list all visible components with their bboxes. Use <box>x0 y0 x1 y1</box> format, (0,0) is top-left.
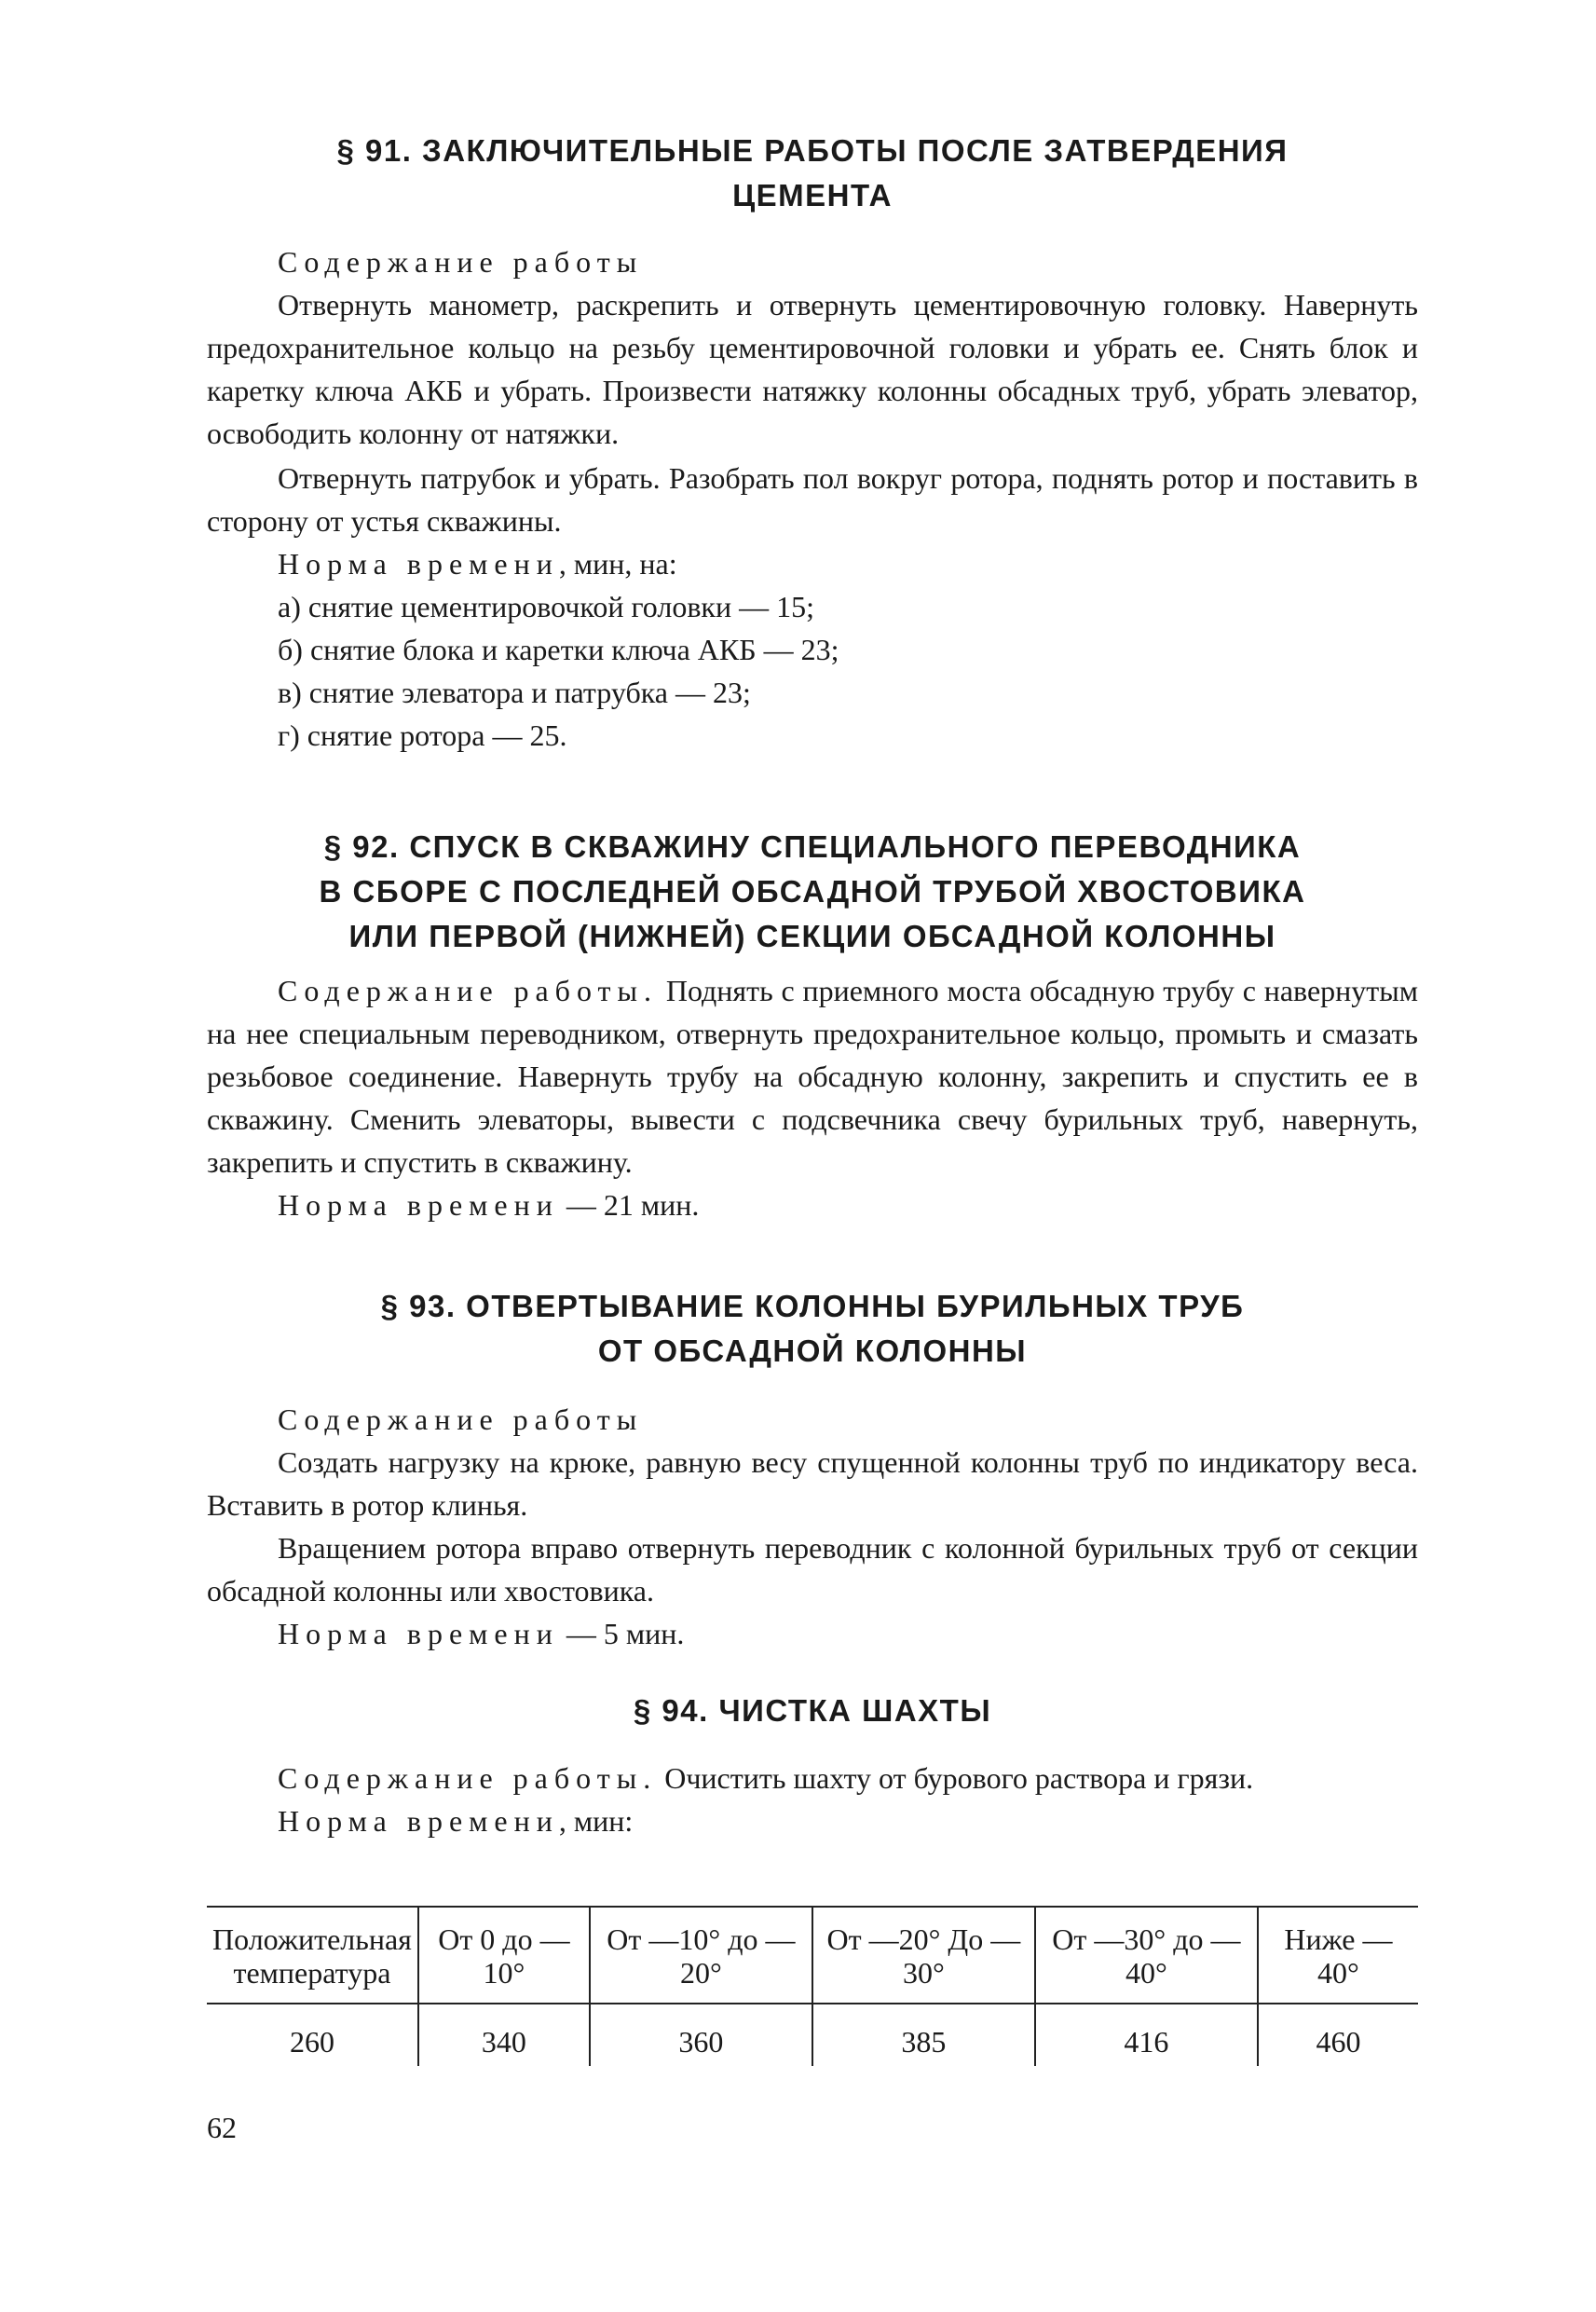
section-91-content-label: Содержание работы <box>278 245 644 279</box>
list-item: г) снятие ротора — 25. <box>278 718 567 752</box>
section-94-body <box>207 1757 1418 1842</box>
section-94-title-line: § 94. ЧИСТКА ШАХТЫ <box>633 1693 992 1728</box>
table-row <box>207 2004 1418 2066</box>
table-header-row <box>207 1907 1418 2004</box>
section-94-title <box>207 1689 1418 1733</box>
section-92-norm-line <box>207 1183 1418 1226</box>
section-91-norm-line <box>207 542 1418 585</box>
section-91-title-line-2: ЦЕМЕНТА <box>732 178 893 212</box>
section-92-paragraph-text: Поднять с приемного моста обсадную трубу с навернутым на нее специальным переводником, отвернуть предохранительное кольцо, промыть и смазать резьбовое соединение. Навернуть трубу на обсадную колонну, закрепить и спустить ее в скважину. Сменить элеваторы, вывести с подсвечника свечу бурильных труб, навернуть, закрепить и спустить в скважину. <box>207 974 1419 1179</box>
table-header-cell: Ниже —40° <box>1258 1907 1418 2004</box>
section-92-norm-value: — 21 мин. <box>558 1188 700 1222</box>
section-94-norm-line <box>207 1799 1418 1842</box>
section-92-body <box>207 969 1418 1226</box>
section-93-norm-value: — 5 мин. <box>558 1617 685 1650</box>
section-94-norm-suffix: , мин: <box>558 1804 634 1838</box>
table-header-cell: От —30° до —40° <box>1035 1907 1258 2004</box>
section-93-body <box>207 1398 1418 1655</box>
page-number: 62 <box>207 2111 237 2144</box>
section-92-content-label: Содержание работы. <box>278 974 659 1007</box>
section-91-title-line-1: § 91. ЗАКЛЮЧИТЕЛЬНЫЕ РАБОТЫ ПОСЛЕ ЗАТВЕРДЕНИЯ <box>336 133 1289 168</box>
list-item: в) снятие элеватора и патрубка — 23; <box>278 676 751 709</box>
section-91-norm-list <box>207 585 1418 757</box>
section-94-content-label: Содержание работы. <box>278 1761 658 1795</box>
table-cell: 360 <box>590 2004 812 2066</box>
table-cell: 260 <box>289 2025 334 2059</box>
table-header-cell: От 0 до —10° <box>418 1907 590 2004</box>
section-92-title-line-2: В СБОРЕ С ПОСЛЕДНЕЙ ОБСАДНОЙ ТРУБОЙ ХВОСТОВИКА <box>319 874 1306 909</box>
section-92-title-line-3: ИЛИ ПЕРВОЙ (НИЖНЕЙ) СЕКЦИИ ОБСАДНОЙ КОЛОННЫ <box>348 919 1276 953</box>
table-cell: 416 <box>1035 2004 1258 2066</box>
list-item: а) снятие цементировочкой головки — 15; <box>278 590 814 623</box>
section-94-norm-label: Норма времени <box>278 1804 559 1838</box>
section-91-norm-label: Норма времени <box>278 547 559 581</box>
table-cell: 385 <box>812 2004 1035 2066</box>
section-93-paragraph-2: Вращением ротора вправо отвернуть переводник с колонной бурильных труб от секции обсадной колонны или хвостовика. <box>207 1531 1418 1607</box>
section-92-title-line-1: § 92. СПУСК В СКВАЖИНУ СПЕЦИАЛЬНОГО ПЕРЕВОДНИКА <box>323 829 1302 864</box>
table-header-cell: От —10° до —20° <box>590 1907 812 2004</box>
table-cell: 460 <box>1258 2004 1418 2066</box>
section-93-content-label: Содержание работы <box>278 1402 644 1436</box>
section-92-paragraph <box>207 969 1418 1183</box>
section-93-title <box>207 1284 1418 1374</box>
section-91-paragraph-2: Отвернуть патрубок и убрать. Разобрать пол вокруг ротора, поднять ротор и поставить в сторону от устья скважины. <box>207 461 1418 538</box>
table-cell: 340 <box>418 2004 590 2066</box>
section-93-norm-label: Норма времени <box>278 1617 559 1650</box>
section-93-paragraph-1: Создать нагрузку на крюке, равную весу спущенной колонны труб по индикатору веса. Вставить в ротор клинья. <box>207 1445 1418 1522</box>
section-91-title <box>207 129 1418 218</box>
section-94-paragraph-text: Очистить шахту от бурового раствора и грязи. <box>657 1761 1254 1795</box>
section-92-title <box>207 825 1418 959</box>
table-header-cell: От —20° До —30° <box>812 1907 1035 2004</box>
section-92-norm-label: Норма времени <box>278 1188 559 1222</box>
list-item: б) снятие блока и каретки ключа АКБ — 23; <box>278 633 839 666</box>
section-94-paragraph <box>207 1757 1418 1799</box>
time-norm-table <box>207 1906 1418 2066</box>
section-93-title-line-1: § 93. ОТВЕРТЫВАНИЕ КОЛОННЫ БУРИЛЬНЫХ ТРУБ <box>380 1289 1245 1323</box>
section-91-norm-suffix: , мин, на: <box>558 547 677 581</box>
table-header-cell: Положительная температура <box>207 1907 418 2004</box>
section-93-norm-line <box>207 1612 1418 1655</box>
section-91-body <box>207 240 1418 757</box>
section-93-title-line-2: ОТ ОБСАДНОЙ КОЛОННЫ <box>597 1334 1028 1368</box>
section-91-paragraph-1: Отвернуть манометр, раскрепить и отвернуть цементировочную головку. Навернуть предохранительное кольцо на резьбу цементировочной головки и убрать ее. Снять блок и каретку ключа АКБ и убрать. Произвести натяжку колонны обсадных труб, убрать элеватор, освободить колонну от натяжки. <box>207 288 1418 450</box>
